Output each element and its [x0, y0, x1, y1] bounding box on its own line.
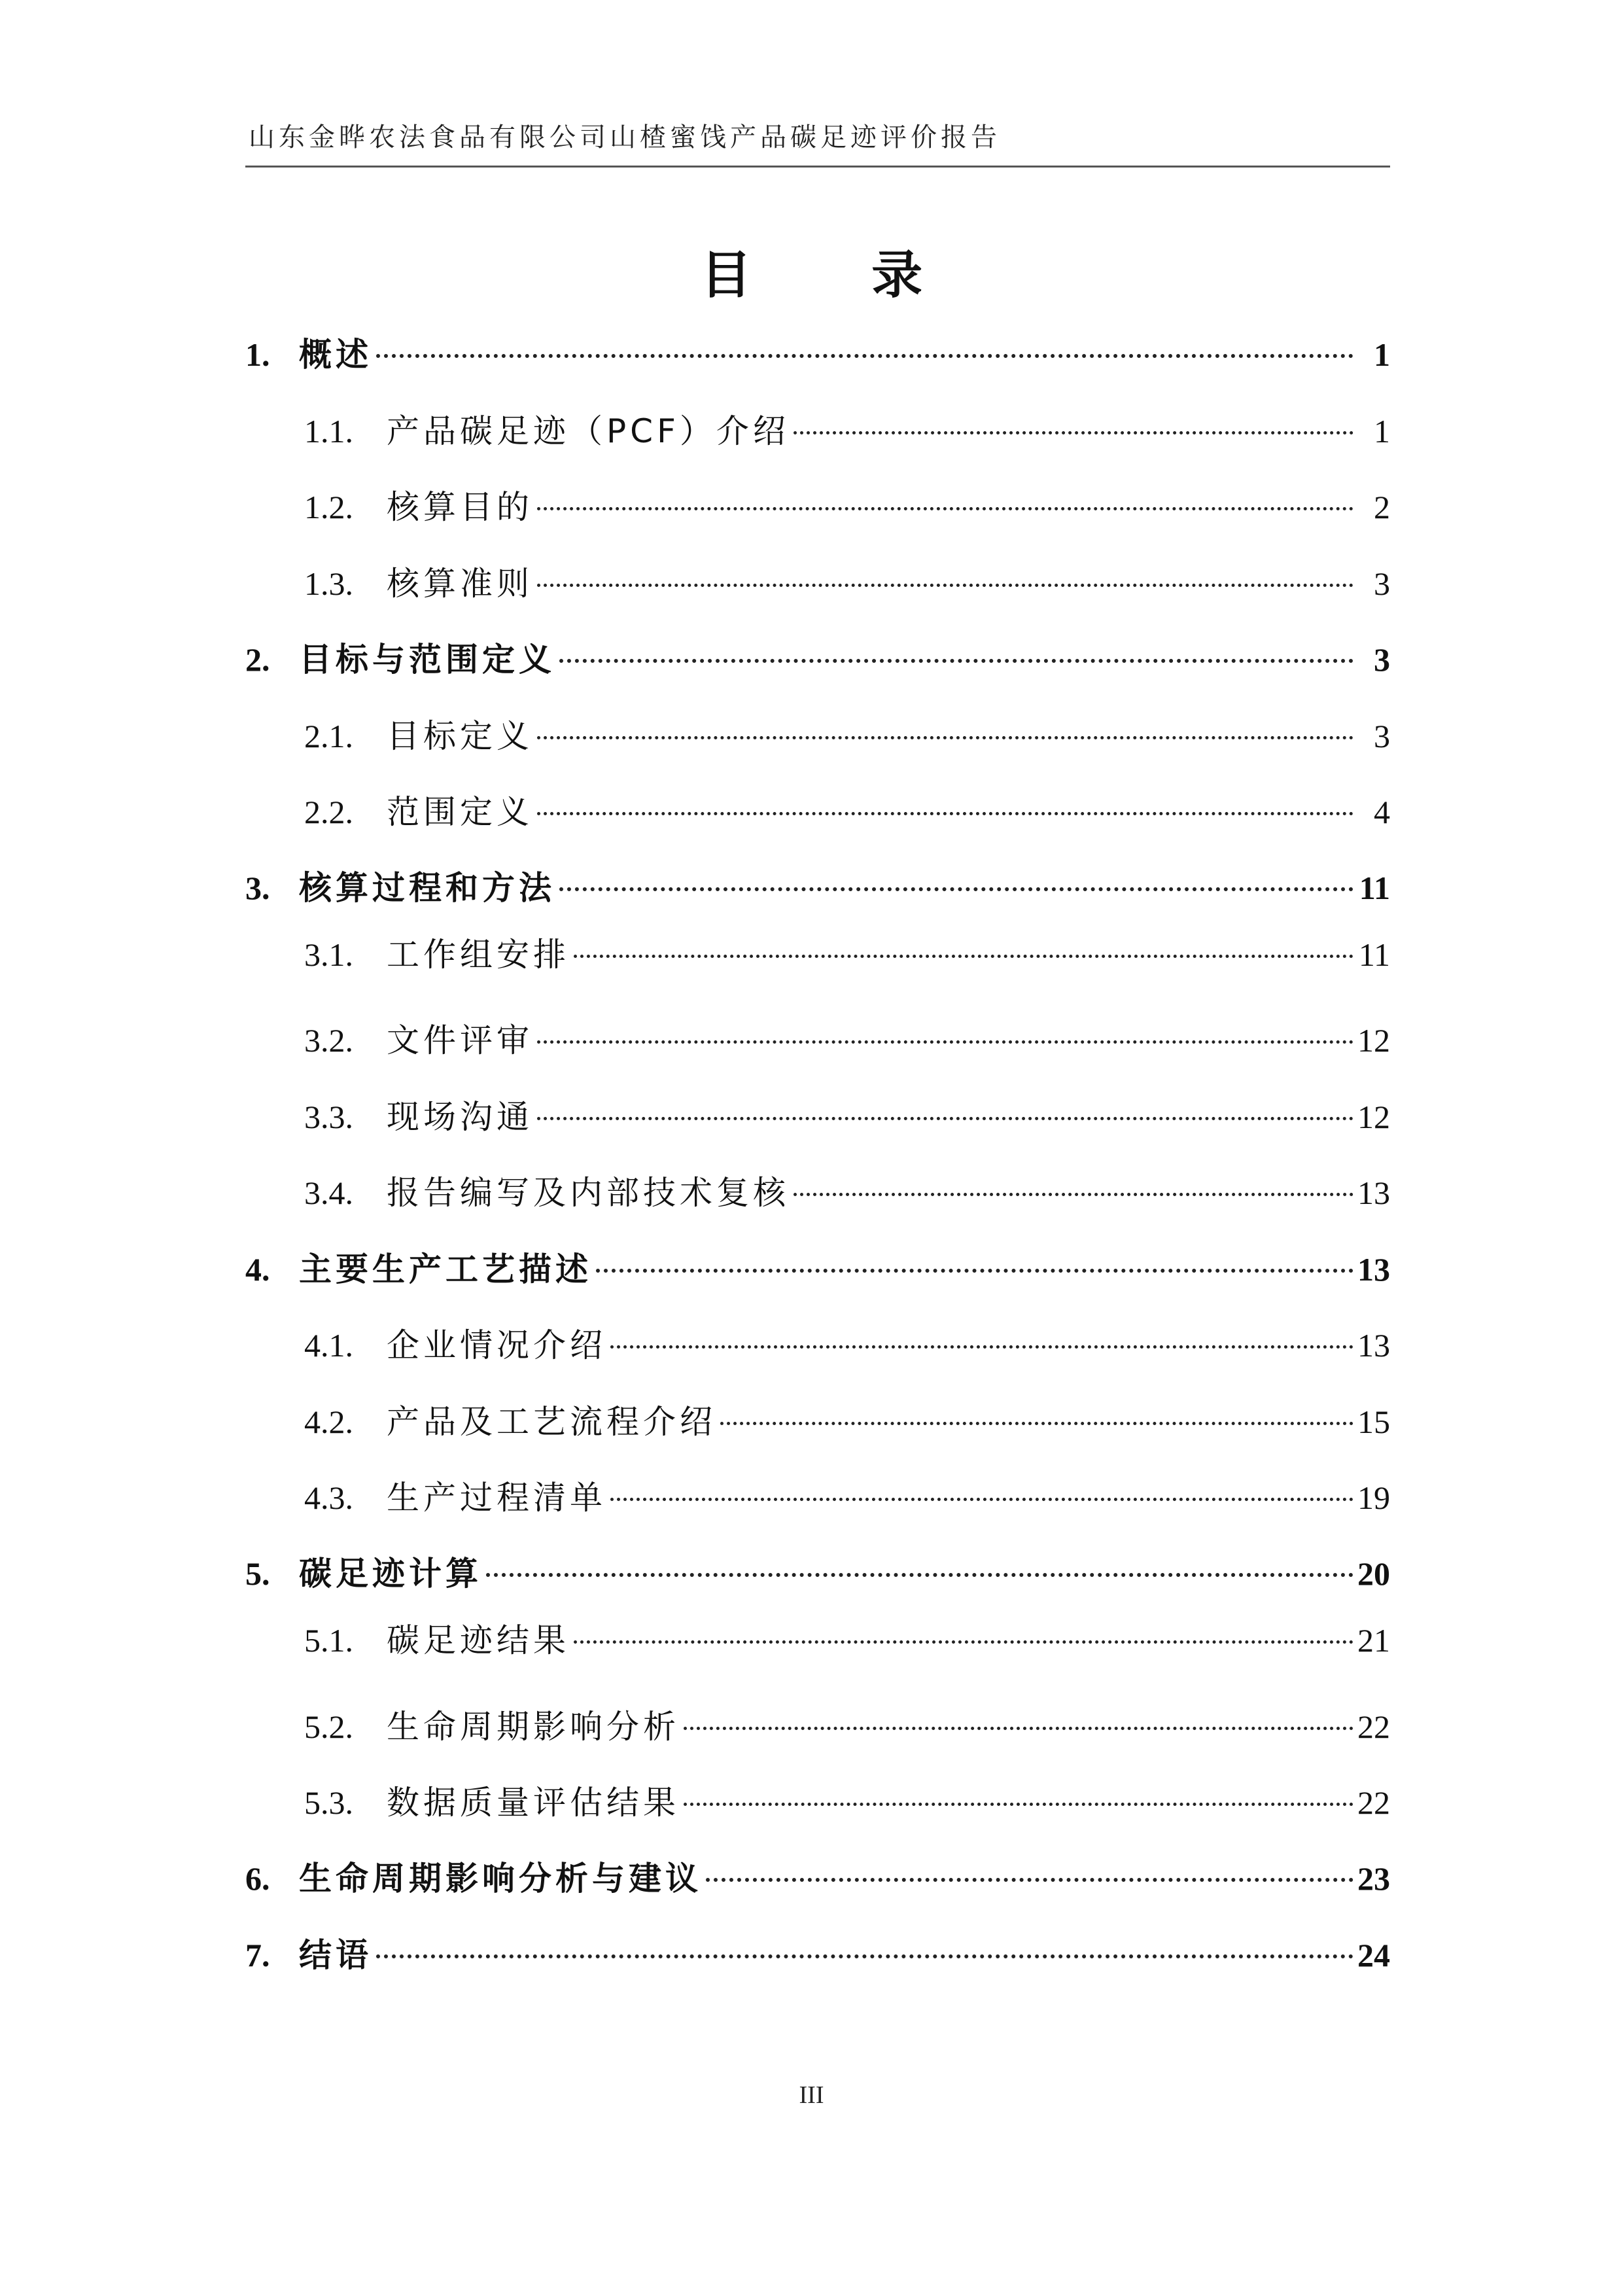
toc-entry-page: 21 [1357, 1622, 1390, 1659]
toc-entry-4-3[interactable] [304, 1475, 1390, 1521]
dot-leader [559, 659, 1353, 663]
header-divider [245, 166, 1390, 168]
toc-entry-page: 22 [1357, 1708, 1390, 1745]
toc-entry-page: 20 [1357, 1555, 1390, 1592]
toc-entry-label: 结语 [299, 1936, 372, 1974]
toc-entry-5[interactable] [245, 1551, 1390, 1597]
dot-leader [537, 1040, 1353, 1044]
toc-entry-page: 12 [1357, 1022, 1390, 1059]
toc-entry-page: 1 [1374, 336, 1390, 373]
dot-leader [574, 955, 1353, 958]
toc-entry-label: 生命周期影响分析 [387, 1708, 680, 1746]
dot-leader [486, 1573, 1353, 1577]
toc-entry-3-2[interactable] [304, 1017, 1390, 1063]
toc-entry-number: 4. [245, 1251, 270, 1288]
toc-entry-page: 23 [1357, 1860, 1390, 1897]
toc-entry-3[interactable] [245, 865, 1390, 911]
toc-entry-number: 1.2. [304, 489, 353, 525]
toc-entry-label: 工作组安排 [387, 936, 570, 974]
toc-entry-2-2[interactable] [304, 789, 1390, 835]
toc-entry-4[interactable] [245, 1246, 1390, 1292]
toc-entry-label: 文件评审 [387, 1021, 533, 1059]
toc-entry-number: 5.1. [304, 1622, 353, 1659]
dot-leader [706, 1878, 1353, 1882]
toc-entry-page: 4 [1374, 794, 1390, 830]
toc-title: 目 录 [700, 246, 974, 305]
running-header: 山东金晔农法食品有限公司山楂蜜饯产品碳足迹评价报告 [249, 122, 1001, 152]
dot-leader [559, 887, 1353, 891]
toc-entry-label: 目标与范围定义 [299, 641, 555, 679]
toc-entry-number: 3.3. [304, 1099, 353, 1135]
toc-entry-label: 生产过程清单 [387, 1479, 606, 1517]
toc-entry-number: 2.2. [304, 794, 353, 830]
toc-entry-page: 12 [1357, 1099, 1390, 1135]
toc-entry-label: 目标定义 [387, 717, 533, 755]
toc-entry-number: 4.2. [304, 1404, 353, 1440]
dot-leader [537, 584, 1353, 587]
toc-entry-2-1[interactable] [304, 713, 1390, 759]
toc-entry-page: 2 [1374, 489, 1390, 525]
toc-entry-number: 7. [245, 1937, 270, 1973]
toc-entry-label: 主要生产工艺描述 [299, 1250, 592, 1288]
toc-entry-number: 2.1. [304, 718, 353, 754]
dot-leader [376, 354, 1353, 358]
dot-leader [537, 736, 1353, 739]
dot-leader [610, 1498, 1353, 1501]
toc-entry-page: 15 [1357, 1404, 1390, 1440]
toc-entry-7[interactable] [245, 1932, 1390, 1978]
dot-leader [684, 1803, 1353, 1806]
toc-entry-label: 生命周期影响分析与建议 [299, 1860, 702, 1898]
toc-entry-page: 1 [1374, 413, 1390, 450]
toc-entry-6[interactable] [245, 1856, 1390, 1901]
dot-leader [537, 1117, 1353, 1120]
toc-entry-label: 核算过程和方法 [299, 869, 555, 907]
toc-entry-3-4[interactable] [304, 1170, 1390, 1216]
dot-leader [794, 1193, 1353, 1196]
toc-entry-label: 产品碳足迹（PCF）介绍 [387, 412, 790, 450]
toc-entry-page: 19 [1357, 1479, 1390, 1516]
toc-entry-number: 3. [245, 870, 270, 906]
toc-entry-page: 11 [1359, 870, 1390, 906]
toc-entry-1[interactable] [245, 332, 1390, 378]
toc-entry-label: 现场沟通 [387, 1098, 533, 1136]
toc-entry-number: 4.3. [304, 1479, 353, 1516]
dot-leader [376, 1954, 1353, 1958]
toc-entry-label: 核算准则 [387, 565, 533, 603]
toc-entry-3-1[interactable] [304, 932, 1390, 978]
toc-entry-label: 范围定义 [387, 793, 533, 831]
dot-leader [794, 431, 1353, 434]
toc-entry-label: 碳足迹结果 [387, 1621, 570, 1659]
toc-entry-label: 企业情况介绍 [387, 1326, 606, 1364]
toc-entry-page: 13 [1357, 1174, 1390, 1211]
toc-entry-number: 5. [245, 1555, 270, 1592]
toc-entry-number: 5.3. [304, 1784, 353, 1821]
toc-entry-label: 数据质量评估结果 [387, 1784, 680, 1822]
toc-entry-number: 4.1. [304, 1327, 353, 1364]
toc-entry-number: 1. [245, 336, 270, 373]
toc-entry-1-1[interactable] [304, 408, 1390, 454]
dot-leader [596, 1269, 1353, 1273]
toc-entry-number: 1.3. [304, 565, 353, 602]
page-number: III [799, 2081, 824, 2109]
toc-entry-number: 5.2. [304, 1708, 353, 1745]
toc-entry-2[interactable] [245, 637, 1390, 682]
toc-entry-4-1[interactable] [304, 1322, 1390, 1368]
toc-entry-page: 22 [1357, 1784, 1390, 1821]
toc-entry-number: 1.1. [304, 413, 353, 450]
toc-entry-5-3[interactable] [304, 1780, 1390, 1826]
toc-entry-3-3[interactable] [304, 1094, 1390, 1140]
toc-entry-label: 产品及工艺流程介绍 [387, 1403, 716, 1441]
toc-entry-page: 3 [1374, 565, 1390, 602]
toc-entry-5-2[interactable] [304, 1704, 1390, 1750]
toc-entry-page: 13 [1357, 1251, 1390, 1288]
dot-leader [720, 1422, 1353, 1425]
toc-entry-label: 报告编写及内部技术复核 [387, 1174, 790, 1212]
toc-entry-number: 2. [245, 641, 270, 678]
toc-entry-label: 核算目的 [387, 488, 533, 526]
dot-leader [610, 1345, 1353, 1349]
dot-leader [537, 812, 1353, 815]
dot-leader [684, 1727, 1353, 1730]
toc-entry-label: 概述 [299, 336, 372, 374]
toc-entry-4-2[interactable] [304, 1399, 1390, 1445]
toc-entry-number: 3.1. [304, 936, 353, 973]
toc-entry-page: 24 [1357, 1937, 1390, 1973]
toc-entry-number: 3.2. [304, 1022, 353, 1059]
toc-entry-page: 11 [1358, 936, 1390, 973]
toc-entry-page: 3 [1374, 718, 1390, 754]
toc-entry-1-3[interactable] [304, 561, 1390, 607]
dot-leader [574, 1640, 1353, 1644]
toc-entry-number: 3.4. [304, 1174, 353, 1211]
toc-entry-number: 6. [245, 1860, 270, 1897]
dot-leader [537, 507, 1353, 510]
toc-entry-page: 13 [1357, 1327, 1390, 1364]
toc-entry-5-1[interactable] [304, 1617, 1390, 1663]
toc-entry-1-2[interactable] [304, 484, 1390, 530]
toc-entry-page: 3 [1374, 641, 1390, 678]
toc-entry-label: 碳足迹计算 [299, 1555, 482, 1593]
